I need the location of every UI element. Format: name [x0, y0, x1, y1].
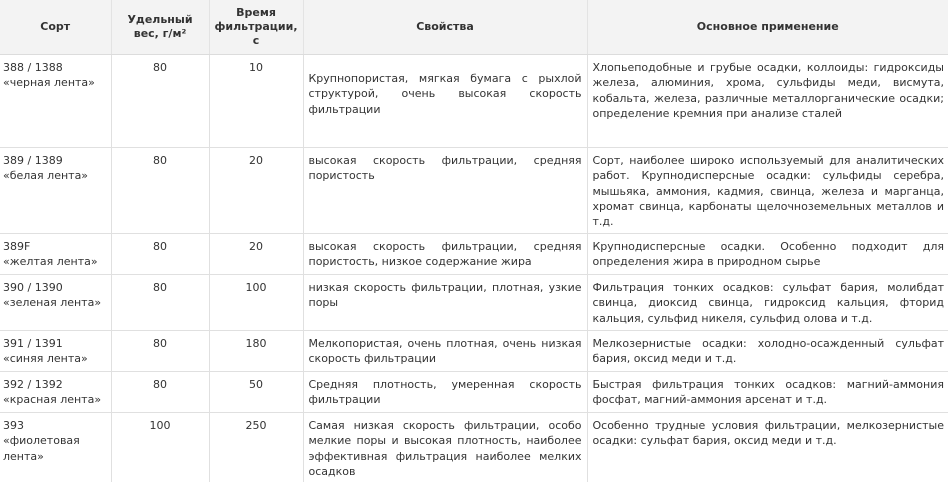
time-cell: 20	[209, 234, 303, 275]
sort-cell	[0, 275, 111, 331]
sort-code: 389F	[3, 240, 31, 253]
header-properties-label: Свойства	[416, 20, 474, 33]
sort-cell	[0, 372, 111, 413]
sort-name: «фиолетовая лента»	[3, 434, 80, 463]
application-cell: Хлопьеподобные и грубые осадки, коллоиды: гидроксиды железа, алюминия, хрома, сульфиды меди, висмута, кобальта, железа, различные металлорганические осадки; определение кремния при анализе сталей	[587, 55, 948, 148]
application-cell: Сорт, наиболее широко используемый для аналитических работ. Крупнодисперсные осадки: сульфиды серебра, мышьяка, аммония, кадмия, свинца, железа и марганца, хромат свинца, карбонаты щелочноземельных металлов и т.д.	[587, 148, 948, 234]
weight-cell: 80	[111, 234, 209, 275]
sort-cell	[0, 413, 111, 482]
table-row	[0, 275, 948, 331]
sort-name: «белая лента»	[3, 169, 89, 183]
sort-cell	[0, 331, 111, 372]
table-row	[0, 413, 948, 482]
table-row	[0, 372, 948, 413]
header-time-line1: Время	[236, 6, 276, 19]
properties-cell: низкая скорость фильтрации, плотная, узкие поры	[303, 275, 587, 331]
sort-code: 392 / 1392	[3, 378, 63, 391]
time-cell: 250	[209, 413, 303, 482]
properties-cell: высокая скорость фильтрации, средняя пористость	[303, 148, 587, 234]
time-cell: 10	[209, 55, 303, 148]
time-cell: 50	[209, 372, 303, 413]
properties-cell: Самая низкая скорость фильтрации, особо мелкие поры и высокая плотность, наиболее эффективная фильтрация наиболее мелких осадков	[303, 413, 587, 482]
table-row	[0, 55, 948, 148]
sort-code: 388 / 1388	[3, 61, 63, 74]
sort-code: 391 / 1391	[3, 337, 63, 350]
header-properties	[303, 0, 587, 55]
header-weight-line1: Удельный	[127, 13, 193, 26]
sort-code: 393	[3, 419, 24, 432]
header-time	[209, 0, 303, 55]
application-cell: Мелкозернистые осадки: холодно-осажденный сульфат бария, оксид меди и т.д.	[587, 331, 948, 372]
sort-cell	[0, 234, 111, 275]
properties-cell: Мелкопористая, очень плотная, очень низкая скорость фильтрации	[303, 331, 587, 372]
sort-name: «желтая лента»	[3, 255, 98, 269]
table-header	[0, 0, 948, 55]
header-weight	[111, 0, 209, 55]
sort-name: «синяя лента»	[3, 352, 88, 366]
weight-cell: 80	[111, 275, 209, 331]
sort-code: 390 / 1390	[3, 281, 63, 294]
sort-name: «красная лента»	[3, 393, 102, 407]
application-cell: Фильтрация тонких осадков: сульфат бария, молибдат свинца, диоксид свинца, гидроксид кальция, фторид кальция, сульфид никеля, сульфид олова и т.д.	[587, 275, 948, 331]
weight-cell: 100	[111, 413, 209, 482]
sort-name: «зеленая лента»	[3, 296, 102, 310]
header-time-line3: с	[252, 34, 260, 47]
table-row	[0, 148, 948, 234]
properties-cell: Средняя плотность, умеренная скорость фильтрации	[303, 372, 587, 413]
header-row	[0, 0, 948, 55]
weight-cell: 80	[111, 148, 209, 234]
weight-cell: 80	[111, 55, 209, 148]
time-cell: 100	[209, 275, 303, 331]
application-cell: Быстрая фильтрация тонких осадков: магний-аммония фосфат, магний-аммония арсенат и т.д.	[587, 372, 948, 413]
sort-code: 389 / 1389	[3, 154, 63, 167]
time-cell: 20	[209, 148, 303, 234]
header-sort-label: Сорт	[40, 20, 71, 33]
header-application	[587, 0, 948, 55]
header-weight-line2: вес, г/м²	[133, 27, 187, 40]
table-row	[0, 331, 948, 372]
time-cell: 180	[209, 331, 303, 372]
sort-name: «черная лента»	[3, 76, 95, 90]
header-time-line2: фильтрации,	[214, 20, 298, 33]
application-cell: Крупнодисперсные осадки. Особенно подходит для определения жира в природном сырье	[587, 234, 948, 275]
sort-cell	[0, 148, 111, 234]
application-cell: Особенно трудные условия фильтрации, мелкозернистые осадки: сульфат бария, оксид меди и т.д.	[587, 413, 948, 482]
weight-cell: 80	[111, 331, 209, 372]
sort-cell	[0, 55, 111, 148]
table-row	[0, 234, 948, 275]
weight-cell: 80	[111, 372, 209, 413]
header-application-label: Основное применение	[696, 20, 839, 33]
table-body	[0, 55, 948, 482]
properties-cell: Крупнопористая, мягкая бумага с рыхлой структурой, очень высокая скорость фильтрации	[303, 55, 587, 148]
header-sort	[0, 0, 111, 55]
properties-cell: высокая скорость фильтрации, средняя пористость, низкое содержание жира	[303, 234, 587, 275]
